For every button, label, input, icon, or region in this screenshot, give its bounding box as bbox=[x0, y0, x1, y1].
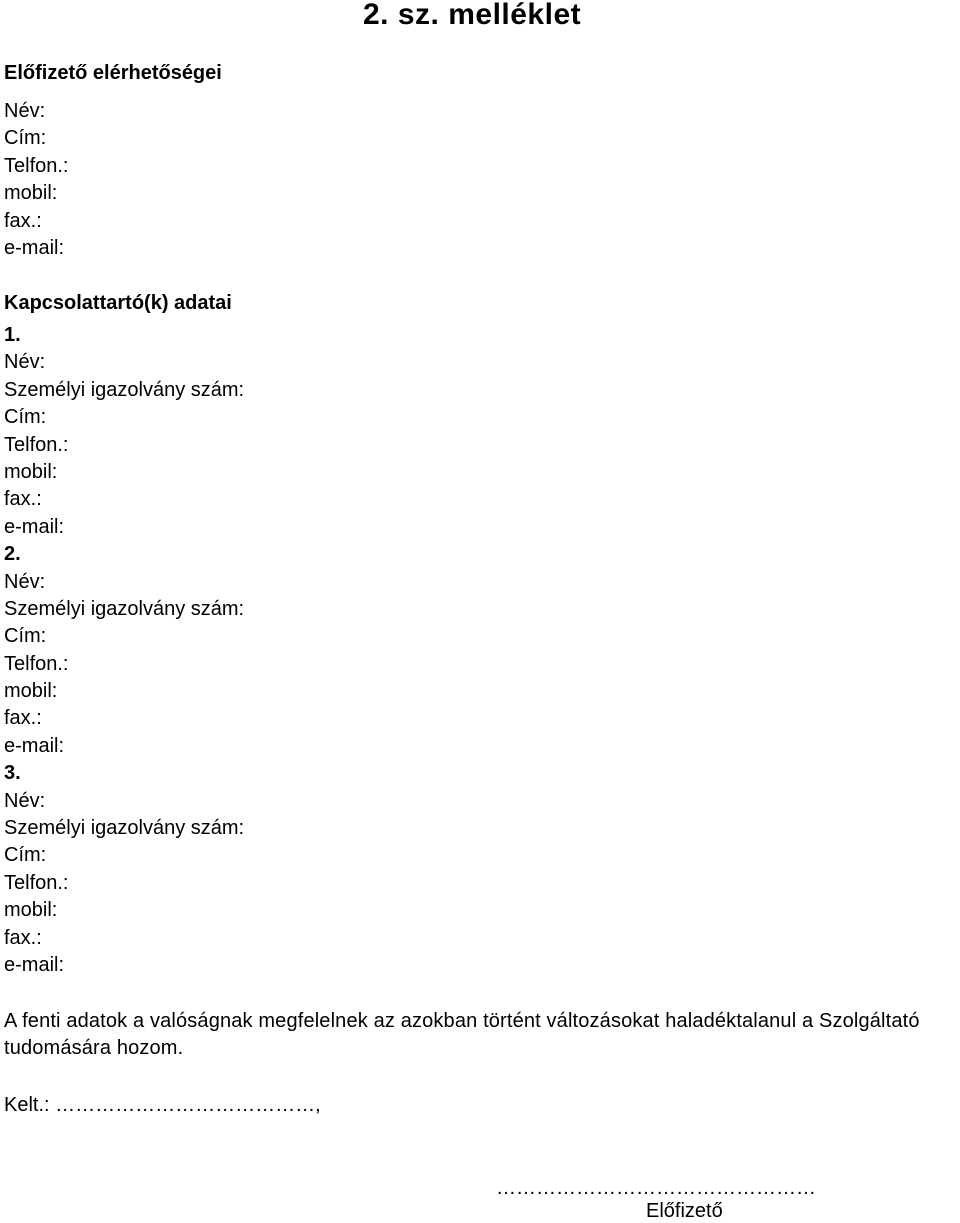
field-name: Név: bbox=[4, 100, 46, 122]
subscriber-fields bbox=[4, 98, 904, 262]
signature-label: Előfizető bbox=[646, 1200, 723, 1222]
field-address: Cím: bbox=[4, 844, 47, 867]
date-line bbox=[4, 1092, 321, 1119]
contact-number: 2. bbox=[4, 543, 21, 566]
field-name: Név: bbox=[4, 351, 46, 374]
field-mobile: mobil: bbox=[4, 899, 58, 922]
field-id-number: Személyi igazolvány szám: bbox=[4, 597, 245, 620]
subscriber-heading: Előfizető elérhetőségei bbox=[4, 62, 222, 84]
field-fax: fax.: bbox=[4, 926, 42, 949]
field-email: e-mail: bbox=[4, 236, 65, 259]
field-address: Cím: bbox=[4, 625, 47, 648]
document-title: 2. sz. melléklet bbox=[363, 0, 582, 31]
signature-line: ………………………………………… bbox=[496, 1177, 816, 1199]
field-id-number: Személyi igazolvány szám: bbox=[4, 817, 245, 840]
field-phone: Telfon.: bbox=[4, 433, 69, 456]
field-phone: Telfon.: bbox=[4, 154, 69, 177]
field-mobile: mobil: bbox=[4, 460, 58, 483]
field-mobile: mobil: bbox=[4, 680, 58, 703]
field-address: Cím: bbox=[4, 406, 47, 429]
date-blank: …………………………………, bbox=[55, 1094, 321, 1116]
field-fax: fax.: bbox=[4, 209, 42, 232]
field-email: e-mail: bbox=[4, 734, 65, 757]
field-id-number: Személyi igazolvány szám: bbox=[4, 378, 245, 401]
date-label: Kelt.: bbox=[4, 1094, 50, 1116]
contact-number: 1. bbox=[4, 324, 21, 346]
contacts-heading: Kapcsolattartó(k) adatai bbox=[4, 292, 232, 314]
field-name: Név: bbox=[4, 789, 46, 812]
field-fax: fax.: bbox=[4, 707, 42, 730]
field-mobile: mobil: bbox=[4, 182, 58, 205]
field-fax: fax.: bbox=[4, 488, 42, 511]
field-phone: Telfon.: bbox=[4, 871, 69, 894]
field-phone: Telfon.: bbox=[4, 652, 69, 675]
contacts-list bbox=[4, 322, 904, 979]
field-name: Név: bbox=[4, 570, 46, 593]
declaration-statement: A fenti adatok a valóságnak megfelelnek az azokban történt változásokat haladéktalanul a Szolgáltató tudomására hozom. bbox=[4, 1010, 920, 1059]
contact-number: 3. bbox=[4, 762, 21, 785]
field-email: e-mail: bbox=[4, 953, 65, 976]
field-address: Cím: bbox=[4, 127, 47, 150]
field-email: e-mail: bbox=[4, 515, 65, 538]
